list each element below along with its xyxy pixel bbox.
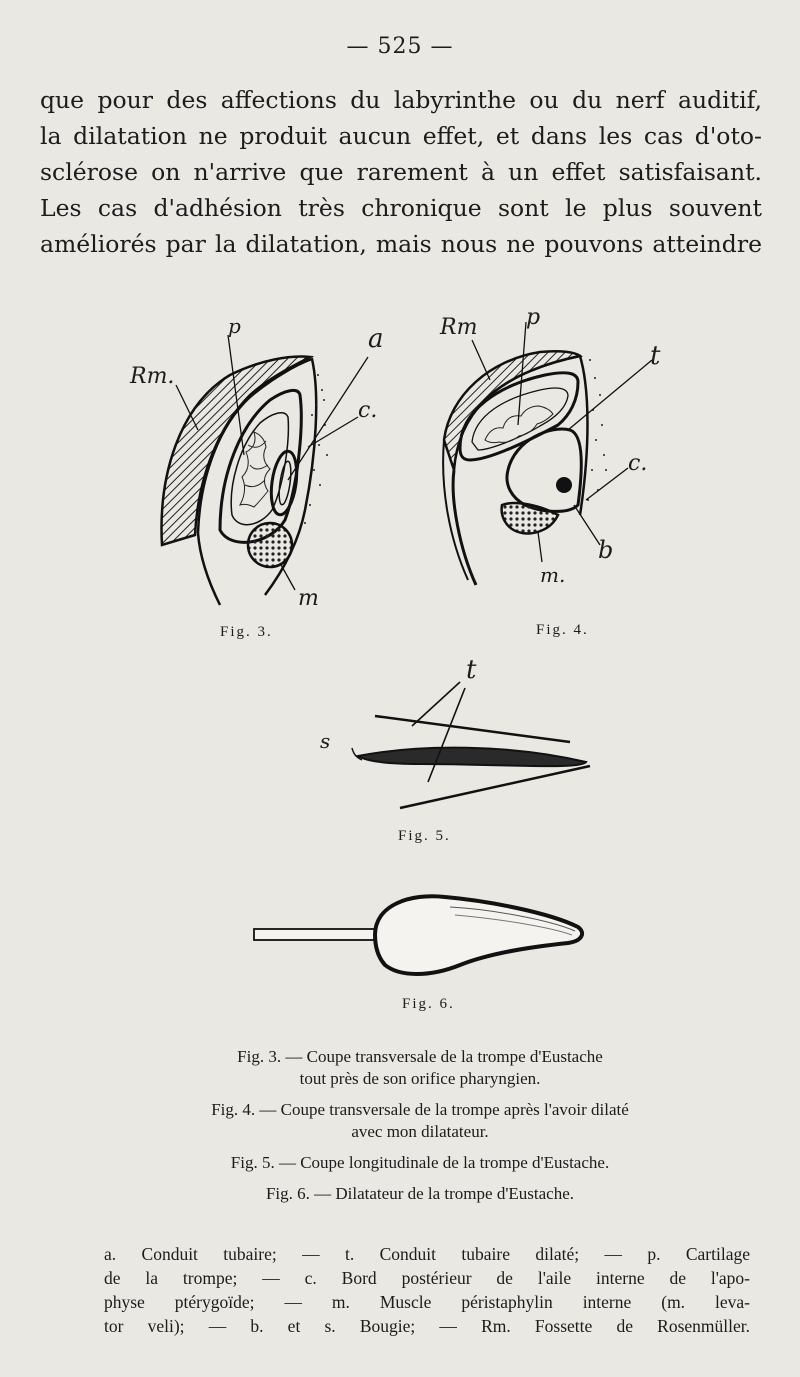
fig3-label-p: p bbox=[228, 314, 241, 338]
body-line: améliorés par la dilatation, mais nous ne pouvons atteindre bbox=[40, 230, 762, 258]
figure-legend bbox=[104, 1242, 750, 1338]
fig3-label-a: a bbox=[368, 324, 384, 354]
caption-line: Fig. 6. — Dilatateur de la trompe d'Eustache. bbox=[265, 1184, 575, 1203]
body-text bbox=[40, 82, 762, 262]
legend-line: a. Conduit tubaire; — t. Conduit tubaire dilaté; — p. Cartilage bbox=[104, 1244, 750, 1264]
fig3-label-c: c. bbox=[358, 398, 378, 423]
legend-line: physe ptérygoïde; — m. Muscle péristaphylin interne (m. leva- bbox=[104, 1292, 750, 1312]
fig4-label-p: p bbox=[526, 305, 541, 330]
body-line: que pour des affections du labyrinthe ou du nerf auditif, bbox=[40, 86, 762, 114]
legend-line: de la trompe; — c. Bord postérieur de l'aile interne de l'apo- bbox=[104, 1268, 750, 1288]
figure-4-label: Fig. 4. bbox=[536, 622, 589, 638]
figure-4-illustration bbox=[430, 300, 690, 600]
caption-fig5 bbox=[110, 1152, 730, 1174]
caption-line: Fig. 5. — Coupe longitudinale de la trompe d'Eustache. bbox=[230, 1153, 610, 1172]
caption-line: Fig. 3. — Coupe transversale de la trompe d'Eustache bbox=[237, 1047, 603, 1066]
figure-3-label: Fig. 3. bbox=[220, 624, 273, 640]
fig5-label-t: t bbox=[466, 655, 477, 685]
page-number: — 525 — bbox=[346, 34, 454, 59]
fig4-label-rm: Rm bbox=[440, 315, 478, 340]
caption-fig4 bbox=[110, 1099, 730, 1143]
legend-line: tor veli); — b. et s. Bougie; — Rm. Fossette de Rosenmüller. bbox=[104, 1316, 750, 1336]
figure-5-illustration bbox=[300, 648, 600, 818]
body-line: sclérose on n'arrive que rarement à un effet satisfaisant. bbox=[40, 158, 762, 186]
fig4-label-b: b bbox=[598, 536, 614, 564]
fig3-label-m: m bbox=[298, 586, 319, 611]
figure-captions bbox=[110, 1046, 730, 1214]
caption-fig3 bbox=[110, 1046, 730, 1090]
caption-line: Fig. 4. — Coupe transversale de la trompe après l'avoir dilaté bbox=[211, 1100, 629, 1119]
figure-6-label: Fig. 6. bbox=[402, 996, 455, 1012]
fig4-label-m: m. bbox=[540, 563, 566, 587]
body-line: Les cas d'adhésion très chronique sont le plus souvent bbox=[40, 194, 762, 222]
fig5-label-s: s bbox=[320, 729, 331, 753]
fig4-label-t: t bbox=[650, 341, 661, 371]
body-line: la dilatation ne produit aucun effet, et dans les cas d'oto- bbox=[40, 122, 762, 150]
figure-3-illustration bbox=[120, 305, 400, 615]
caption-line: avec mon dilatateur. bbox=[351, 1122, 489, 1141]
fig3-label-rm: Rm. bbox=[130, 364, 175, 389]
figure-6-illustration bbox=[250, 885, 590, 985]
figure-5-label: Fig. 5. bbox=[398, 828, 451, 844]
caption-fig6 bbox=[110, 1183, 730, 1205]
fig4-label-c: c. bbox=[628, 451, 648, 476]
caption-line: tout près de son orifice pharyngien. bbox=[299, 1069, 541, 1088]
